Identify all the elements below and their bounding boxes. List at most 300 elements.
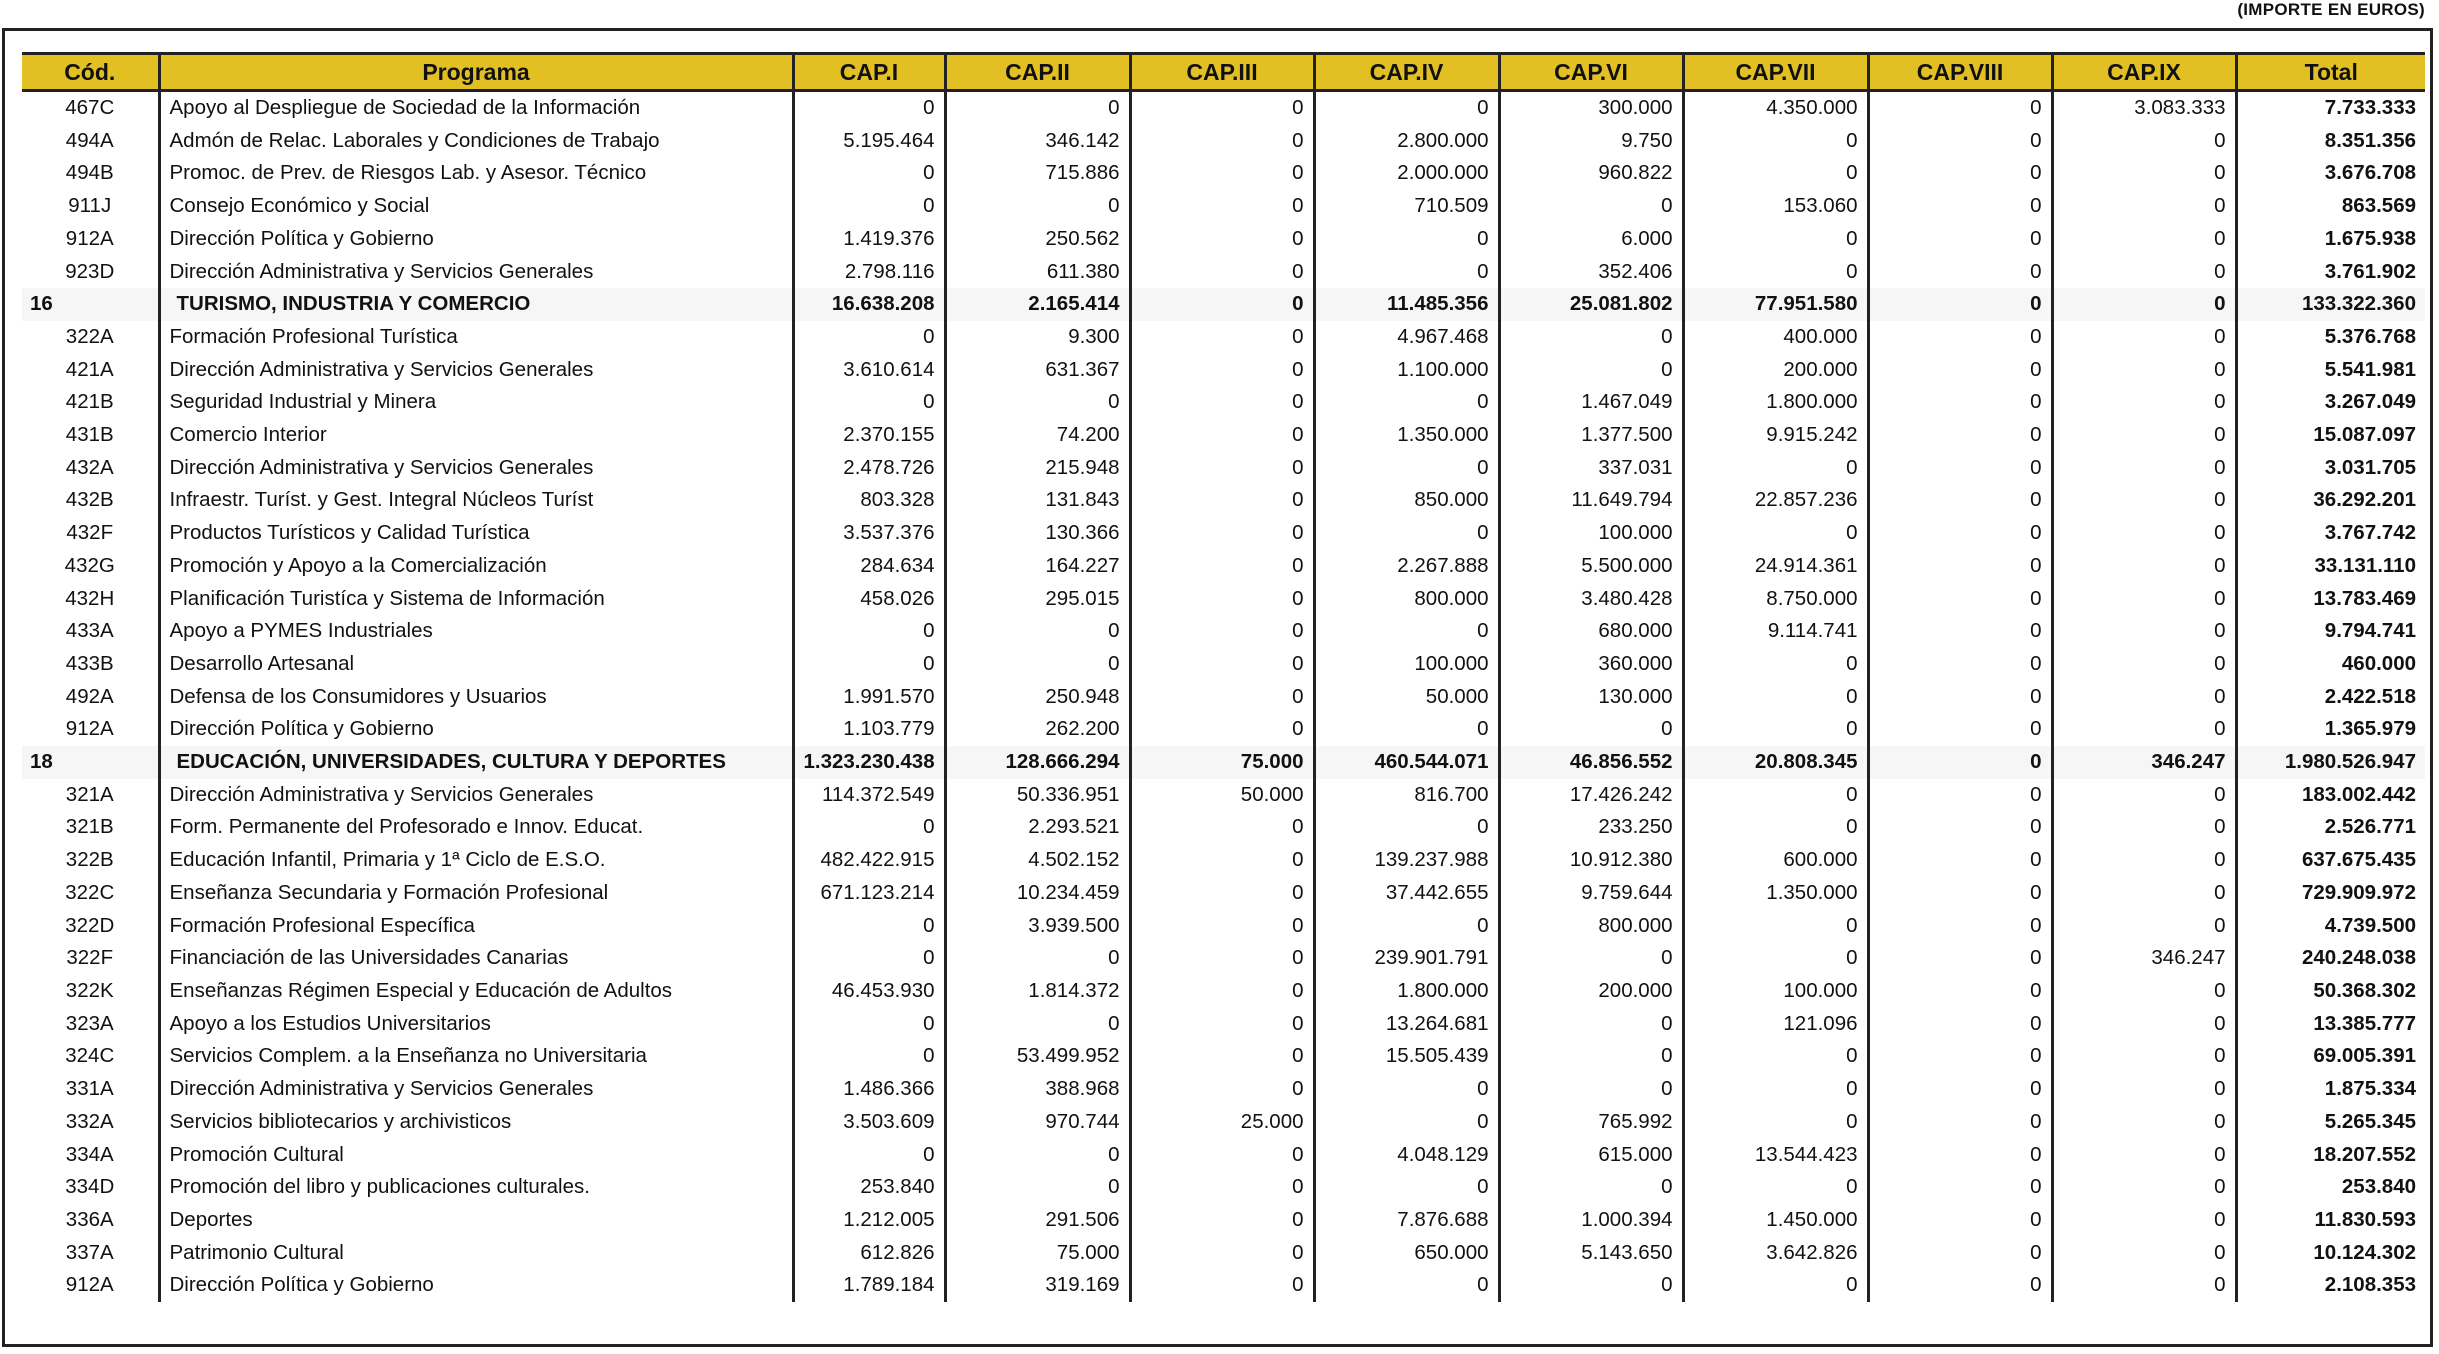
row-cap-viii-value: 0 xyxy=(1868,615,2052,648)
table-row xyxy=(22,910,2425,943)
row-total-value: 863.569 xyxy=(2236,190,2425,223)
row-cap-ix-value: 3.083.333 xyxy=(2052,91,2236,125)
row-program-name: Apoyo al Despliegue de Sociedad de la Información xyxy=(159,91,793,125)
row-program-name: Financiación de las Universidades Canarias xyxy=(159,942,793,975)
row-cap-ii-value: 715.886 xyxy=(945,157,1130,190)
row-cap-vii-value: 0 xyxy=(1683,910,1868,943)
row-cap-ix-value: 0 xyxy=(2052,975,2236,1008)
row-total-value: 13.783.469 xyxy=(2236,583,2425,616)
column-header-cap-iii: CAP.III xyxy=(1130,54,1314,91)
row-cap-ii-value: 250.948 xyxy=(945,681,1130,714)
row-cap-iv-value: 816.700 xyxy=(1314,779,1499,812)
row-cap-iv-value: 0 xyxy=(1314,1073,1499,1106)
row-cap-i-value: 0 xyxy=(793,1139,945,1172)
row-code: 16 xyxy=(22,288,159,321)
row-total-value: 69.005.391 xyxy=(2236,1040,2425,1073)
row-total-value: 18.207.552 xyxy=(2236,1139,2425,1172)
row-total-value: 3.267.049 xyxy=(2236,386,2425,419)
row-cap-i-value: 3.537.376 xyxy=(793,517,945,550)
column-header-cap-viii: CAP.VIII xyxy=(1868,54,2052,91)
row-total-value: 729.909.972 xyxy=(2236,877,2425,910)
row-cap-iv-value: 0 xyxy=(1314,1269,1499,1302)
row-cap-viii-value: 0 xyxy=(1868,452,2052,485)
table-row xyxy=(22,223,2425,256)
row-cap-iii-value: 25.000 xyxy=(1130,1106,1314,1139)
row-cap-ii-value: 295.015 xyxy=(945,583,1130,616)
row-cap-ii-value: 75.000 xyxy=(945,1237,1130,1270)
row-cap-viii-value: 0 xyxy=(1868,1106,2052,1139)
budget-table xyxy=(22,52,2425,1302)
row-cap-iii-value: 0 xyxy=(1130,517,1314,550)
row-cap-viii-value: 0 xyxy=(1868,975,2052,1008)
row-cap-vi-value: 6.000 xyxy=(1499,223,1683,256)
row-cap-iv-value: 0 xyxy=(1314,517,1499,550)
row-cap-vii-value: 1.800.000 xyxy=(1683,386,1868,419)
row-cap-vi-value: 5.500.000 xyxy=(1499,550,1683,583)
row-cap-vii-value: 8.750.000 xyxy=(1683,583,1868,616)
row-cap-ix-value: 346.247 xyxy=(2052,746,2236,779)
row-cap-vii-value: 0 xyxy=(1683,1040,1868,1073)
row-program-name: Formación Profesional Específica xyxy=(159,910,793,943)
row-cap-i-value: 0 xyxy=(793,648,945,681)
table-row xyxy=(22,844,2425,877)
row-cap-iii-value: 0 xyxy=(1130,910,1314,943)
table-row xyxy=(22,583,2425,616)
table-row xyxy=(22,615,2425,648)
row-cap-vii-value: 1.350.000 xyxy=(1683,877,1868,910)
row-cap-ii-value: 0 xyxy=(945,615,1130,648)
row-cap-vi-value: 300.000 xyxy=(1499,91,1683,125)
row-cap-vi-value: 0 xyxy=(1499,942,1683,975)
row-total-value: 5.376.768 xyxy=(2236,321,2425,354)
row-cap-ix-value: 0 xyxy=(2052,1204,2236,1237)
row-cap-vii-value: 0 xyxy=(1683,256,1868,289)
row-cap-iii-value: 0 xyxy=(1130,975,1314,1008)
row-cap-vii-value: 153.060 xyxy=(1683,190,1868,223)
row-cap-vii-value: 121.096 xyxy=(1683,1008,1868,1041)
row-cap-ix-value: 0 xyxy=(2052,713,2236,746)
row-cap-ix-value: 0 xyxy=(2052,681,2236,714)
row-cap-i-value: 2.370.155 xyxy=(793,419,945,452)
row-cap-vi-value: 25.081.802 xyxy=(1499,288,1683,321)
row-total-value: 2.108.353 xyxy=(2236,1269,2425,1302)
row-cap-ii-value: 0 xyxy=(945,91,1130,125)
row-cap-ii-value: 346.142 xyxy=(945,125,1130,158)
table-row xyxy=(22,419,2425,452)
table-row xyxy=(22,877,2425,910)
row-cap-iii-value: 0 xyxy=(1130,1040,1314,1073)
row-cap-ix-value: 0 xyxy=(2052,386,2236,419)
row-cap-iii-value: 0 xyxy=(1130,811,1314,844)
row-cap-ii-value: 611.380 xyxy=(945,256,1130,289)
row-total-value: 3.031.705 xyxy=(2236,452,2425,485)
row-cap-vii-value: 0 xyxy=(1683,942,1868,975)
column-header-cap-ix: CAP.IX xyxy=(2052,54,2236,91)
row-cap-vii-value: 0 xyxy=(1683,223,1868,256)
row-cap-vi-value: 680.000 xyxy=(1499,615,1683,648)
row-total-value: 1.365.979 xyxy=(2236,713,2425,746)
row-code: 18 xyxy=(22,746,159,779)
row-cap-viii-value: 0 xyxy=(1868,1269,2052,1302)
row-cap-iv-value: 0 xyxy=(1314,910,1499,943)
row-cap-ix-value: 0 xyxy=(2052,190,2236,223)
row-cap-i-value: 0 xyxy=(793,386,945,419)
column-header-cap-iv: CAP.IV xyxy=(1314,54,1499,91)
row-cap-iii-value: 0 xyxy=(1130,583,1314,616)
row-cap-viii-value: 0 xyxy=(1868,321,2052,354)
row-code: 433A xyxy=(65,619,114,643)
row-program-name: Dirección Política y Gobierno xyxy=(159,223,793,256)
row-program-name: Dirección Administrativa y Servicios Generales xyxy=(159,452,793,485)
table-row xyxy=(22,975,2425,1008)
row-cap-vi-value: 130.000 xyxy=(1499,681,1683,714)
table-header-row xyxy=(22,54,2425,91)
row-cap-ix-value: 0 xyxy=(2052,779,2236,812)
row-cap-ii-value: 128.666.294 xyxy=(945,746,1130,779)
row-cap-iv-value: 650.000 xyxy=(1314,1237,1499,1270)
row-cap-i-value: 0 xyxy=(793,157,945,190)
row-cap-vii-value: 0 xyxy=(1683,811,1868,844)
row-cap-ii-value: 0 xyxy=(945,190,1130,223)
table-row xyxy=(22,517,2425,550)
row-cap-i-value: 482.422.915 xyxy=(793,844,945,877)
row-code: 911J xyxy=(68,194,112,218)
row-cap-i-value: 5.195.464 xyxy=(793,125,945,158)
row-cap-ix-value: 0 xyxy=(2052,419,2236,452)
row-cap-ix-value: 0 xyxy=(2052,910,2236,943)
row-cap-vii-value: 0 xyxy=(1683,157,1868,190)
row-cap-iv-value: 13.264.681 xyxy=(1314,1008,1499,1041)
row-total-value: 11.830.593 xyxy=(2236,1204,2425,1237)
row-cap-vi-value: 200.000 xyxy=(1499,975,1683,1008)
row-total-value: 2.526.771 xyxy=(2236,811,2425,844)
row-cap-i-value: 2.478.726 xyxy=(793,452,945,485)
row-cap-ii-value: 0 xyxy=(945,648,1130,681)
row-program-name: Dirección Política y Gobierno xyxy=(159,1269,793,1302)
row-cap-iv-value: 800.000 xyxy=(1314,583,1499,616)
row-cap-i-value: 0 xyxy=(793,321,945,354)
row-cap-vii-value: 1.450.000 xyxy=(1683,1204,1868,1237)
row-cap-ii-value: 631.367 xyxy=(945,354,1130,387)
row-cap-iii-value: 0 xyxy=(1130,321,1314,354)
row-total-value: 133.322.360 xyxy=(2236,288,2425,321)
currency-note: (IMPORTE EN EUROS) xyxy=(2237,0,2425,19)
row-cap-ii-value: 74.200 xyxy=(945,419,1130,452)
row-cap-ix-value: 0 xyxy=(2052,157,2236,190)
row-cap-i-value: 3.610.614 xyxy=(793,354,945,387)
row-program-name: Seguridad Industrial y Minera xyxy=(159,386,793,419)
row-cap-vi-value: 1.377.500 xyxy=(1499,419,1683,452)
row-cap-iv-value: 37.442.655 xyxy=(1314,877,1499,910)
row-cap-i-value: 0 xyxy=(793,910,945,943)
row-cap-iv-value: 710.509 xyxy=(1314,190,1499,223)
row-cap-i-value: 284.634 xyxy=(793,550,945,583)
row-cap-i-value: 1.103.779 xyxy=(793,713,945,746)
row-cap-vi-value: 1.467.049 xyxy=(1499,386,1683,419)
row-program-name: Promoción del libro y publicaciones culturales. xyxy=(159,1171,793,1204)
row-cap-viii-value: 0 xyxy=(1868,811,2052,844)
row-cap-vii-value: 9.114.741 xyxy=(1683,615,1868,648)
row-cap-viii-value: 0 xyxy=(1868,877,2052,910)
row-cap-ix-value: 0 xyxy=(2052,648,2236,681)
row-cap-vii-value: 0 xyxy=(1683,648,1868,681)
row-cap-iii-value: 0 xyxy=(1130,419,1314,452)
row-cap-vii-value: 0 xyxy=(1683,681,1868,714)
row-cap-vi-value: 0 xyxy=(1499,321,1683,354)
row-cap-iii-value: 0 xyxy=(1130,942,1314,975)
row-cap-i-value: 0 xyxy=(793,1040,945,1073)
row-cap-iv-value: 11.485.356 xyxy=(1314,288,1499,321)
row-cap-vi-value: 960.822 xyxy=(1499,157,1683,190)
row-code: 923D xyxy=(65,259,115,283)
row-program-name: Dirección Administrativa y Servicios Generales xyxy=(159,1073,793,1106)
row-cap-ix-value: 0 xyxy=(2052,844,2236,877)
row-cap-iv-value: 0 xyxy=(1314,1106,1499,1139)
row-cap-ii-value: 9.300 xyxy=(945,321,1130,354)
row-cap-vi-value: 17.426.242 xyxy=(1499,779,1683,812)
row-cap-vi-value: 0 xyxy=(1499,713,1683,746)
row-cap-ii-value: 130.366 xyxy=(945,517,1130,550)
row-code: 337A xyxy=(65,1240,114,1264)
row-cap-vii-value: 0 xyxy=(1683,452,1868,485)
row-cap-iii-value: 0 xyxy=(1130,288,1314,321)
row-cap-vi-value: 0 xyxy=(1499,354,1683,387)
row-program-name: Patrimonio Cultural xyxy=(159,1237,793,1270)
row-cap-viii-value: 0 xyxy=(1868,517,2052,550)
table-row xyxy=(22,1073,2425,1106)
row-total-value: 460.000 xyxy=(2236,648,2425,681)
row-code: 467C xyxy=(65,96,115,119)
row-cap-vi-value: 10.912.380 xyxy=(1499,844,1683,877)
row-cap-iv-value: 0 xyxy=(1314,223,1499,256)
row-cap-iv-value: 460.544.071 xyxy=(1314,746,1499,779)
row-cap-ix-value: 0 xyxy=(2052,811,2236,844)
row-cap-viii-value: 0 xyxy=(1868,288,2052,321)
row-cap-ii-value: 970.744 xyxy=(945,1106,1130,1139)
column-header-cap-vi: CAP.VI xyxy=(1499,54,1683,91)
row-cap-iv-value: 1.800.000 xyxy=(1314,975,1499,1008)
row-cap-i-value: 1.419.376 xyxy=(793,223,945,256)
row-cap-iii-value: 0 xyxy=(1130,681,1314,714)
row-cap-ix-value: 0 xyxy=(2052,877,2236,910)
row-code: 912A xyxy=(65,226,114,250)
table-row xyxy=(22,942,2425,975)
row-program-name: Productos Turísticos y Calidad Turística xyxy=(159,517,793,550)
row-code: 322B xyxy=(65,848,114,872)
row-cap-viii-value: 0 xyxy=(1868,681,2052,714)
table-row xyxy=(22,681,2425,714)
row-cap-ii-value: 1.814.372 xyxy=(945,975,1130,1008)
row-cap-i-value: 1.991.570 xyxy=(793,681,945,714)
row-cap-vii-value: 0 xyxy=(1683,1073,1868,1106)
row-cap-iii-value: 0 xyxy=(1130,1204,1314,1237)
row-cap-iv-value: 2.800.000 xyxy=(1314,125,1499,158)
row-cap-viii-value: 0 xyxy=(1868,779,2052,812)
row-total-value: 36.292.201 xyxy=(2236,484,2425,517)
row-cap-iii-value: 0 xyxy=(1130,1269,1314,1302)
row-cap-vi-value: 0 xyxy=(1499,1040,1683,1073)
row-cap-vi-value: 360.000 xyxy=(1499,648,1683,681)
row-program-name: Deportes xyxy=(159,1204,793,1237)
row-cap-iii-value: 0 xyxy=(1130,190,1314,223)
row-cap-ii-value: 4.502.152 xyxy=(945,844,1130,877)
table-row xyxy=(22,386,2425,419)
row-cap-viii-value: 0 xyxy=(1868,1040,2052,1073)
row-cap-viii-value: 0 xyxy=(1868,223,2052,256)
row-cap-iii-value: 0 xyxy=(1130,1237,1314,1270)
table-row xyxy=(22,91,2425,125)
section-row xyxy=(22,288,2425,321)
row-code: 322F xyxy=(66,946,114,970)
row-cap-i-value: 0 xyxy=(793,811,945,844)
table-body xyxy=(22,91,2425,1303)
row-cap-iv-value: 0 xyxy=(1314,452,1499,485)
row-cap-ii-value: 319.169 xyxy=(945,1269,1130,1302)
row-code: 322C xyxy=(65,880,115,904)
row-cap-vi-value: 11.649.794 xyxy=(1499,484,1683,517)
row-cap-viii-value: 0 xyxy=(1868,1139,2052,1172)
row-cap-ix-value: 0 xyxy=(2052,452,2236,485)
table-row xyxy=(22,190,2425,223)
row-cap-i-value: 1.323.230.438 xyxy=(793,746,945,779)
row-code: 494A xyxy=(65,128,114,152)
row-cap-i-value: 114.372.549 xyxy=(793,779,945,812)
row-program-name: Admón de Relac. Laborales y Condiciones de Trabajo xyxy=(159,125,793,158)
row-cap-iv-value: 15.505.439 xyxy=(1314,1040,1499,1073)
row-cap-i-value: 1.789.184 xyxy=(793,1269,945,1302)
table-row xyxy=(22,811,2425,844)
row-code: 432A xyxy=(65,455,114,479)
row-cap-ii-value: 53.499.952 xyxy=(945,1040,1130,1073)
row-cap-iii-value: 0 xyxy=(1130,256,1314,289)
row-cap-vi-value: 765.992 xyxy=(1499,1106,1683,1139)
row-code: 421B xyxy=(65,390,114,414)
row-code: 494B xyxy=(65,161,114,185)
row-cap-iii-value: 75.000 xyxy=(1130,746,1314,779)
row-cap-iii-value: 0 xyxy=(1130,354,1314,387)
row-cap-viii-value: 0 xyxy=(1868,1237,2052,1270)
table-row xyxy=(22,1171,2425,1204)
row-cap-viii-value: 0 xyxy=(1868,713,2052,746)
row-program-name: Consejo Económico y Social xyxy=(159,190,793,223)
table-row xyxy=(22,550,2425,583)
row-cap-iii-value: 0 xyxy=(1130,1073,1314,1106)
row-code: 492A xyxy=(65,684,114,708)
column-header-code: Cód. xyxy=(22,54,159,91)
row-cap-vii-value: 20.808.345 xyxy=(1683,746,1868,779)
row-cap-ix-value: 0 xyxy=(2052,1237,2236,1270)
row-cap-ix-value: 0 xyxy=(2052,1139,2236,1172)
row-total-value: 13.385.777 xyxy=(2236,1008,2425,1041)
row-cap-vii-value: 9.915.242 xyxy=(1683,419,1868,452)
table-row xyxy=(22,779,2425,812)
row-cap-ii-value: 262.200 xyxy=(945,713,1130,746)
row-cap-iv-value: 1.350.000 xyxy=(1314,419,1499,452)
row-program-name: Form. Permanente del Profesorado e Innov. Educat. xyxy=(159,811,793,844)
row-cap-iii-value: 0 xyxy=(1130,1171,1314,1204)
row-cap-ii-value: 215.948 xyxy=(945,452,1130,485)
row-cap-iii-value: 0 xyxy=(1130,452,1314,485)
row-cap-ii-value: 0 xyxy=(945,386,1130,419)
row-total-value: 637.675.435 xyxy=(2236,844,2425,877)
row-cap-ix-value: 0 xyxy=(2052,354,2236,387)
row-cap-iv-value: 850.000 xyxy=(1314,484,1499,517)
row-program-name: TURISMO, INDUSTRIA Y COMERCIO xyxy=(159,288,793,321)
row-cap-ix-value: 0 xyxy=(2052,1008,2236,1041)
row-cap-iv-value: 100.000 xyxy=(1314,648,1499,681)
section-row xyxy=(22,746,2425,779)
row-cap-vi-value: 337.031 xyxy=(1499,452,1683,485)
row-cap-iii-value: 0 xyxy=(1130,615,1314,648)
row-total-value: 5.265.345 xyxy=(2236,1106,2425,1139)
row-code: 421A xyxy=(65,357,114,381)
row-code: 431B xyxy=(65,423,114,447)
row-code: 321B xyxy=(65,815,114,839)
row-total-value: 3.676.708 xyxy=(2236,157,2425,190)
row-code: 323A xyxy=(65,1011,114,1035)
row-cap-i-value: 0 xyxy=(793,615,945,648)
row-cap-vii-value: 13.544.423 xyxy=(1683,1139,1868,1172)
row-total-value: 183.002.442 xyxy=(2236,779,2425,812)
row-total-value: 3.767.742 xyxy=(2236,517,2425,550)
row-cap-ix-value: 0 xyxy=(2052,1106,2236,1139)
row-cap-i-value: 0 xyxy=(793,1008,945,1041)
row-cap-viii-value: 0 xyxy=(1868,942,2052,975)
table-row xyxy=(22,1040,2425,1073)
row-code: 432G xyxy=(64,553,115,577)
row-cap-viii-value: 0 xyxy=(1868,1204,2052,1237)
row-cap-ix-value: 0 xyxy=(2052,517,2236,550)
table-row xyxy=(22,1237,2425,1270)
row-cap-vii-value: 0 xyxy=(1683,1269,1868,1302)
row-cap-i-value: 458.026 xyxy=(793,583,945,616)
row-cap-vii-value: 4.350.000 xyxy=(1683,91,1868,125)
row-cap-viii-value: 0 xyxy=(1868,1171,2052,1204)
column-header-cap-ii: CAP.II xyxy=(945,54,1130,91)
row-cap-vii-value: 77.951.580 xyxy=(1683,288,1868,321)
row-code: 336A xyxy=(65,1207,114,1231)
row-cap-ix-value: 0 xyxy=(2052,223,2236,256)
table-row xyxy=(22,125,2425,158)
row-cap-iii-value: 0 xyxy=(1130,484,1314,517)
row-cap-viii-value: 0 xyxy=(1868,648,2052,681)
row-cap-vii-value: 0 xyxy=(1683,125,1868,158)
row-code: 432B xyxy=(65,488,114,512)
row-cap-ii-value: 0 xyxy=(945,942,1130,975)
row-total-value: 1.675.938 xyxy=(2236,223,2425,256)
row-code: 322K xyxy=(65,978,114,1002)
row-cap-vii-value: 0 xyxy=(1683,517,1868,550)
row-total-value: 5.541.981 xyxy=(2236,354,2425,387)
column-header-total: Total xyxy=(2236,54,2425,91)
row-cap-iv-value: 1.100.000 xyxy=(1314,354,1499,387)
row-cap-iv-value: 0 xyxy=(1314,1171,1499,1204)
row-code: 432H xyxy=(65,586,115,610)
row-cap-viii-value: 0 xyxy=(1868,386,2052,419)
table-row xyxy=(22,256,2425,289)
row-program-name: Comercio Interior xyxy=(159,419,793,452)
row-cap-i-value: 803.328 xyxy=(793,484,945,517)
row-total-value: 15.087.097 xyxy=(2236,419,2425,452)
table-row xyxy=(22,1008,2425,1041)
row-cap-iii-value: 0 xyxy=(1130,648,1314,681)
row-cap-iii-value: 0 xyxy=(1130,1008,1314,1041)
row-cap-i-value: 0 xyxy=(793,91,945,125)
table-row xyxy=(22,157,2425,190)
row-cap-i-value: 16.638.208 xyxy=(793,288,945,321)
row-cap-vi-value: 9.759.644 xyxy=(1499,877,1683,910)
row-total-value: 2.422.518 xyxy=(2236,681,2425,714)
